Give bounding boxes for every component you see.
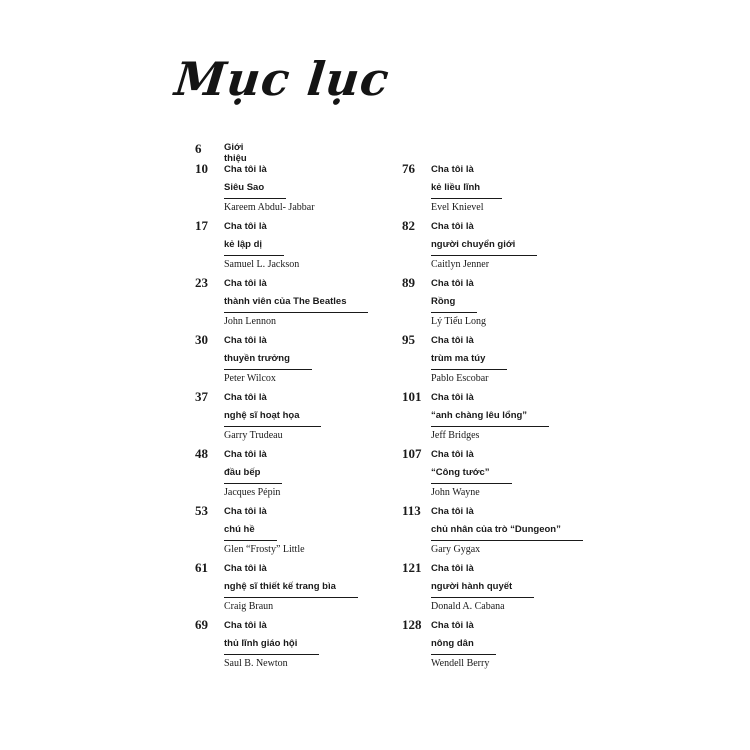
- entry-text: [224, 562, 358, 614]
- entry-text: [224, 277, 368, 329]
- entry-text: [431, 163, 502, 215]
- entry-name: Gary Gygax: [431, 544, 481, 555]
- page-number: 69: [195, 617, 208, 632]
- entry-label: Giới thiệu: [224, 142, 247, 164]
- page-number: 113: [402, 503, 421, 518]
- entry-name: Samuel L. Jackson: [224, 259, 300, 270]
- entry-role: thủ lĩnh giáo hội: [224, 637, 319, 655]
- entry-prefix: Cha tôi là: [224, 164, 267, 175]
- entry-prefix: Cha tôi là: [431, 506, 474, 517]
- entry-prefix: Cha tôi là: [431, 392, 474, 403]
- entry-prefix: Cha tôi là: [431, 563, 474, 574]
- entry-text: [431, 277, 486, 329]
- entry-prefix: Cha tôi là: [224, 335, 267, 346]
- entry-text: [431, 505, 583, 557]
- entry-name: John Wayne: [431, 487, 480, 498]
- entry-text: [431, 448, 512, 500]
- entry-prefix: Cha tôi là: [431, 164, 474, 175]
- entry-role: “anh chàng lêu lổng”: [431, 409, 549, 427]
- entry-role: thành viên của The Beatles: [224, 295, 368, 313]
- entry-role: trùm ma túy: [431, 352, 507, 370]
- entry-prefix: Cha tôi là: [224, 563, 267, 574]
- entry-prefix: Cha tôi là: [224, 506, 267, 517]
- entry-role: đầu bếp: [224, 466, 282, 484]
- entry-prefix: Cha tôi là: [224, 449, 267, 460]
- entry-prefix: Cha tôi là: [431, 221, 474, 232]
- entry-name: Garry Trudeau: [224, 430, 283, 441]
- entry-prefix: Cha tôi là: [431, 449, 474, 460]
- entry-role: người chuyển giới: [431, 238, 537, 256]
- page-number: 95: [402, 332, 415, 347]
- entry-role: thuyền trưởng: [224, 352, 312, 370]
- entry-text: [431, 391, 549, 443]
- entry-name: Saul B. Newton: [224, 658, 288, 669]
- entry-role: người hành quyết: [431, 580, 534, 598]
- page-number: 37: [195, 389, 208, 404]
- entry-text: [224, 334, 312, 386]
- page-title: Mục lục: [172, 52, 393, 106]
- page-number: 10: [195, 161, 208, 176]
- entry-prefix: Cha tôi là: [224, 221, 267, 232]
- page-number: 76: [402, 161, 415, 176]
- entry-role: Siêu Sao: [224, 181, 286, 199]
- entry-name: Caitlyn Jenner: [431, 259, 490, 270]
- entry-name: Pablo Escobar: [431, 373, 489, 384]
- entry-name: Evel Knievel: [431, 202, 484, 213]
- entry-role: kẻ lập dị: [224, 238, 284, 256]
- entry-role: kẻ liều lĩnh: [431, 181, 502, 199]
- entry-role: Rồng: [431, 295, 477, 313]
- entry-name: Jeff Bridges: [431, 430, 480, 441]
- entry-text: [431, 220, 537, 272]
- page-number: 6: [195, 141, 202, 156]
- entry-name: Glen “Frosty” Little: [224, 544, 305, 555]
- page-number: 82: [402, 218, 415, 233]
- entry-prefix: Cha tôi là: [431, 335, 474, 346]
- entry-role: nghệ sĩ thiết kế trang bìa: [224, 580, 358, 598]
- entry-text: [224, 391, 321, 443]
- entry-text: [431, 562, 534, 614]
- entry-name: John Lennon: [224, 316, 276, 327]
- entry-prefix: Cha tôi là: [431, 620, 474, 631]
- page-number: 48: [195, 446, 208, 461]
- entry-name: Kareem Abdul- Jabbar: [224, 202, 315, 213]
- page-number: 101: [402, 389, 422, 404]
- page-number: 30: [195, 332, 208, 347]
- entry-text: [431, 619, 496, 671]
- entry-text: [224, 163, 315, 215]
- entry-name: Wendell Berry: [431, 658, 490, 669]
- entry-role: nông dân: [431, 637, 496, 655]
- entry-name: Craig Braun: [224, 601, 274, 612]
- page-number: 53: [195, 503, 208, 518]
- page-number: 128: [402, 617, 422, 632]
- page-number: 17: [195, 218, 208, 233]
- entry-text: [224, 448, 282, 500]
- entry-role: nghệ sĩ hoạt họa: [224, 409, 321, 427]
- page-number: 107: [402, 446, 422, 461]
- entry-name: Peter Wilcox: [224, 373, 276, 384]
- page-number: 23: [195, 275, 208, 290]
- entry-role: chú hề: [224, 523, 277, 541]
- entry-prefix: Cha tôi là: [224, 278, 267, 289]
- page-number: 61: [195, 560, 208, 575]
- entry-text: [224, 619, 319, 671]
- entry-prefix: Cha tôi là: [224, 392, 267, 403]
- entry-text: [224, 220, 299, 272]
- entry-name: Lý Tiểu Long: [431, 316, 487, 327]
- entry-role: chủ nhân của trò “Dungeon”: [431, 523, 583, 541]
- entry-name: Donald A. Cabana: [431, 601, 505, 612]
- entry-role: “Công tước”: [431, 466, 512, 484]
- entry-text: [224, 505, 305, 557]
- entry-text: [431, 334, 507, 386]
- entry-prefix: Cha tôi là: [224, 620, 267, 631]
- page-number: 89: [402, 275, 415, 290]
- entry-name: Jacques Pépin: [224, 487, 281, 498]
- page-number: 121: [402, 560, 422, 575]
- entry-prefix: Cha tôi là: [431, 278, 474, 289]
